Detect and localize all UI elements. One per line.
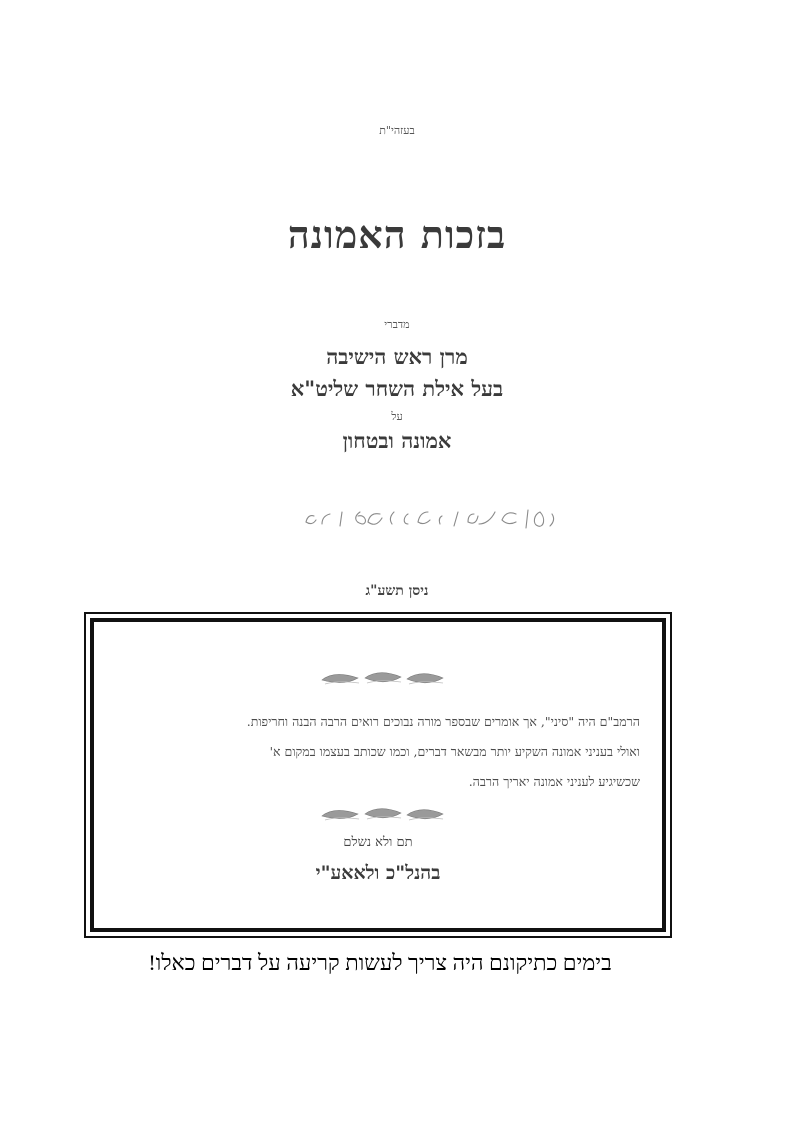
quote-frame [84,612,672,938]
ornament-icon [317,666,447,690]
ornament-icon [317,802,447,826]
on-label: על [391,410,403,423]
subject-title: אמונה ובטחון [342,428,452,453]
publication-date: ניסן תשע"ג [365,583,429,599]
closing-abbreviation: בהנל"כ ולאאע"י [315,862,441,884]
author-line-1: מרן ראש הישיבה [326,344,468,369]
handwritten-note [290,500,570,540]
from-label: מדברי [384,318,410,331]
closing-phrase: תם ולא נשלם [343,835,413,850]
caption-text: בימים כתיקונם היה צריך לעשות קריעה על דברים כאלו! [148,950,612,975]
header-note: בעזהי"ת [379,124,415,137]
paragraph-line: שכשיגיע לעניני אמונה יאריך הרבה. [468,774,640,789]
paragraph-line: הרמב"ם היה "סיני", אך אומרים שבספר מורה נבוכים רואים הרבה הבנה וחריפות. [246,714,640,729]
author-line-2: בעל אילת השחר שליט"א [290,376,504,401]
book-title: בזכות האמונה [287,212,507,257]
frame-border-inner [90,618,666,932]
paragraph-line: ואולי בעניני אמונה השקיע יותר מבשאר דברים, וכמו שכותב בעצמו במקום א' [269,744,640,759]
